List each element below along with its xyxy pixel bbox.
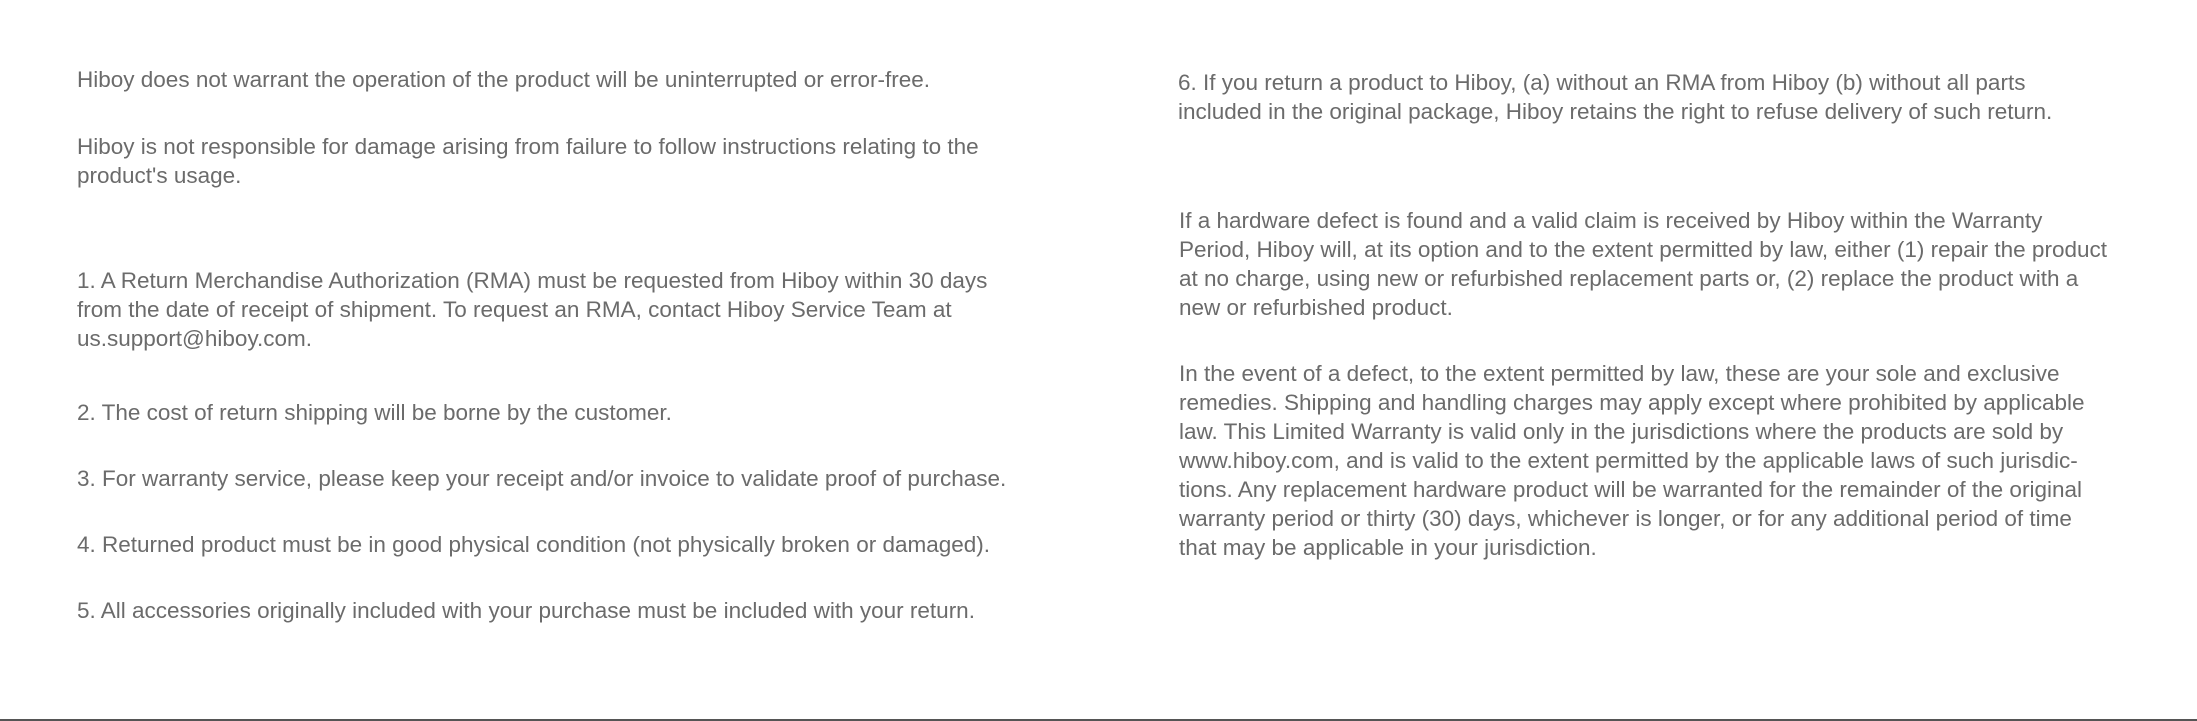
rule-1-rma-text: 1. A Return Merchandise Authorization (RMA) must be requested from Hiboy within 30 days from the date of receipt of shipment. To request an RMA, contact Hiboy Service Team at us.support@hiboy.com.: [77, 268, 988, 351]
rule-3-receipt-text: 3. For warranty service, please keep your receipt and/or invoice to validate proof of purchase.: [77, 466, 1007, 491]
rule-6-refusal-text: 6. If you return a product to Hiboy, (a) without an RMA from Hiboy (b) without all parts included in the original package, Hiboy retains the right to refuse delivery of such return.: [1178, 70, 2053, 124]
responsibility-disclaimer-text: Hiboy is not responsible for damage arising from failure to follow instructions relating to the product's usage.: [77, 134, 979, 188]
sole-remedies-text: In the event of a defect, to the extent permitted by law, these are your sole and exclusive remedies. Shipping and handling charges may apply except where prohibited by applicable law. This Limited Warranty is valid only in the jurisdictions where the products are sold by www.hiboy.com, and is valid to the extent permitted by the applicable laws of such jurisdic- tions. Any replacement hardware product will be warranted for the remainder of the original warranty period or thirty (30) days, whichever is longer, or for any additional period of time that may be applicable in your jurisdiction.: [1179, 361, 2085, 560]
rule-5-accessories-text: 5. All accessories originally included with your purchase must be included with your return.: [77, 598, 975, 623]
rule-4-condition-text: 4. Returned product must be in good physical condition (not physically broken or damaged).: [77, 532, 991, 557]
warranty-disclaimer-text: Hiboy does not warrant the operation of the product will be uninterrupted or error-free.: [77, 67, 930, 92]
hardware-defect-text: If a hardware defect is found and a valid claim is received by Hiboy within the Warranty Period, Hiboy will, at its option and to the extent permitted by law, either (1) repair the product at no charge, using new or refurbished replacement parts or, (2) replace the product with a new or refurbished product.: [1179, 208, 2107, 320]
rule-2-shipping-text: 2. The cost of return shipping will be borne by the customer.: [77, 400, 672, 425]
